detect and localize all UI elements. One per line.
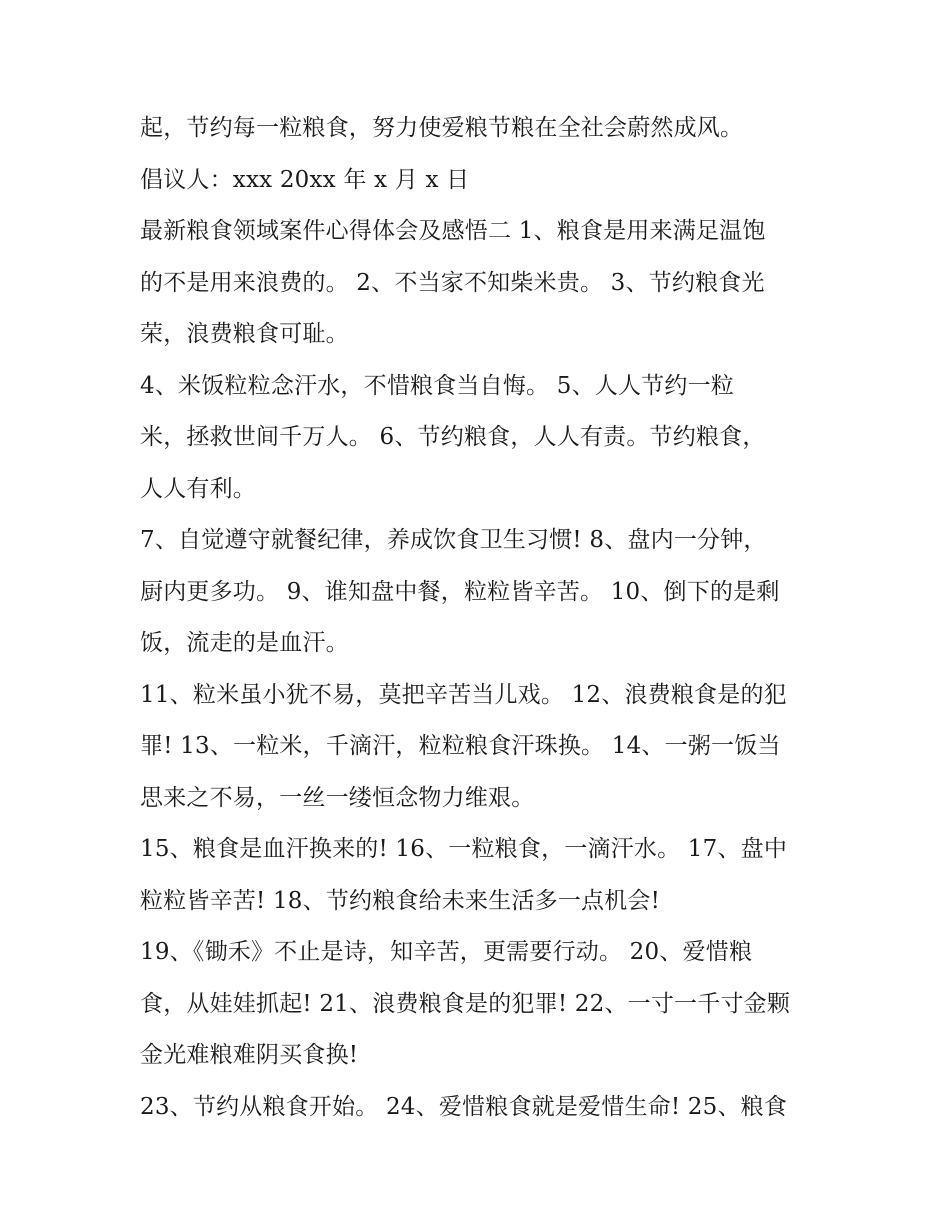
text-line: 粒粒皆辛苦! 18、节约粮食给未来生活多一点机会! xyxy=(140,887,661,914)
text-line: 米，拯救世间千万人。 6、节约粮食，人人有责。节约粮食， xyxy=(140,424,766,450)
text-line: 饭，流走的是血汗。 xyxy=(140,630,349,656)
text-line: 4、米饭粒粒念汗水，不惜粮食当自悔。 5、人人节约一粒 xyxy=(140,372,734,399)
text-line: 7、自觉遵守就餐纪律，养成饮食卫生习惯! 8、盘内一分钟， xyxy=(140,527,767,553)
text-line: 食，从娃娃抓起! 21、浪费粮食是的犯罪! 22、一寸一千寸金颗 xyxy=(140,990,791,1017)
text-line: 最新粮食领域案件心得体会及感悟二 1、粮食是用来满足温饱 xyxy=(140,218,766,244)
text-line: 金光难粮难阴买食换! xyxy=(140,1042,359,1068)
text-line: 的不是用来浪费的。 2、不当家不知柴米贵。 3、节约粮食光 xyxy=(140,269,765,296)
document-body xyxy=(140,103,820,1133)
text-line: 思来之不易，一丝一缕恒念物力维艰。 xyxy=(140,784,535,811)
text-line: 罪! 13、一粒米，千滴汗，粒粒粮食汗珠换。 14、一粥一饭当 xyxy=(140,733,781,759)
text-line: 荣，浪费粮食可耻。 xyxy=(140,321,349,347)
text-line: 23、节约从粮食开始。 24、爱惜粮食就是爱惜生命! 25、粮食 xyxy=(140,1093,788,1120)
text-line: 11、粒米虽小犹不易，莫把辛苦当儿戏。 12、浪费粮食是的犯 xyxy=(140,681,787,708)
text-line: 厨内更多功。 9、谁知盘中餐，粒粒皆辛苦。 10、倒下的是剩 xyxy=(140,578,780,605)
text-line: 人人有利。 xyxy=(140,475,256,502)
text-line: 倡议人：xxx 20xx 年 x 月 x 日 xyxy=(140,166,470,193)
text-line: 15、粮食是血汗换来的! 16、一粒粮食，一滴汗水。 17、盘中 xyxy=(140,836,788,862)
text-line: 起，节约每一粒粮食，努力使爱粮节粮在全社会蔚然成风。 xyxy=(140,115,744,141)
text-line: 19、《锄禾》不止是诗，知辛苦，更需要行动。 20、爱惜粮 xyxy=(140,939,753,965)
